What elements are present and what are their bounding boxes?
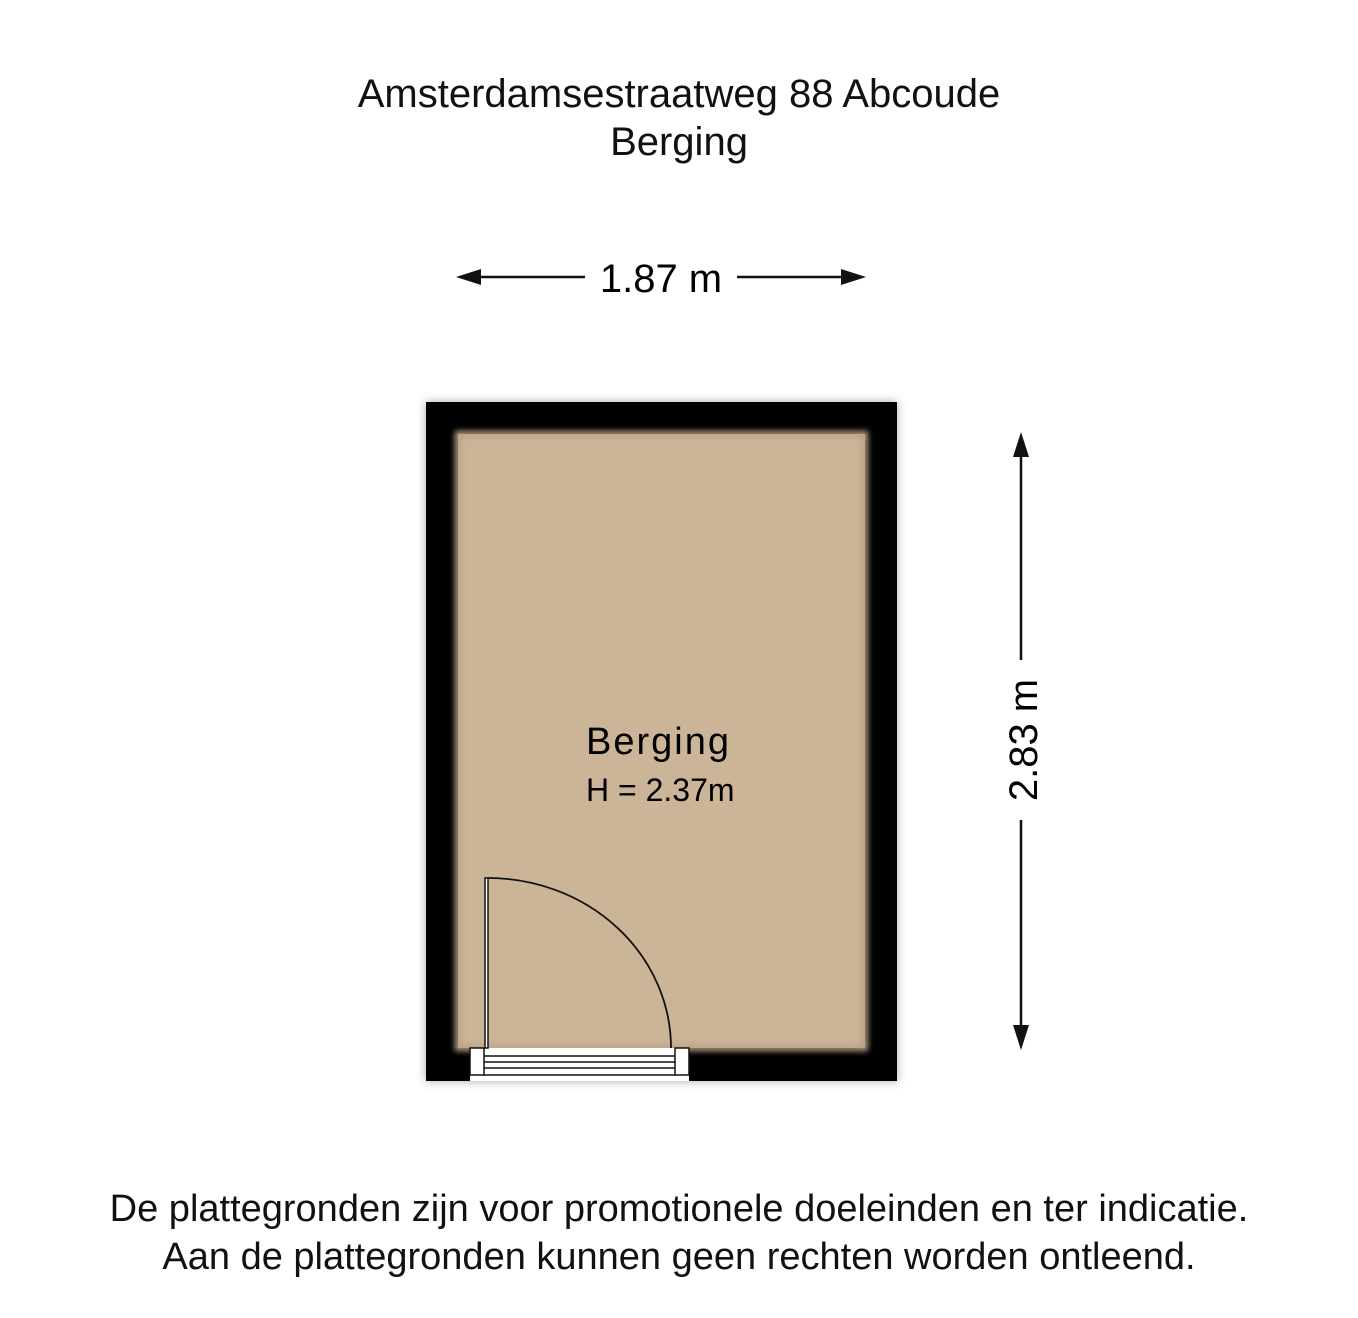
disclaimer: [0, 1185, 1358, 1281]
arrow-down-icon: [1013, 1025, 1029, 1050]
disclaimer-line-2: Aan de plattegronden kunnen geen rechten worden ontleend.: [162, 1236, 1196, 1278]
door-jamb-left: [470, 1048, 484, 1075]
address-title: Amsterdamsestraatweg 88 Abcoude: [357, 72, 1001, 116]
door-jamb-right: [675, 1048, 689, 1075]
room-name: Berging: [586, 721, 731, 763]
door-opening: [470, 1048, 689, 1081]
depth-label: 2.83 m: [1002, 678, 1046, 802]
arrow-left-icon: [456, 269, 481, 285]
width-label: 1.87 m: [599, 257, 723, 301]
arrow-right-icon: [841, 269, 866, 285]
door-leaf: [485, 878, 488, 1048]
width-dimension: [456, 257, 866, 301]
depth-dimension: [1002, 432, 1046, 1050]
floor-name: Berging: [610, 120, 748, 164]
disclaimer-line-1: De plattegronden zijn voor promotionele doeleinden en ter indicatie.: [109, 1188, 1249, 1230]
room-height: H = 2.37m: [586, 772, 735, 808]
arrow-up-icon: [1013, 432, 1029, 457]
